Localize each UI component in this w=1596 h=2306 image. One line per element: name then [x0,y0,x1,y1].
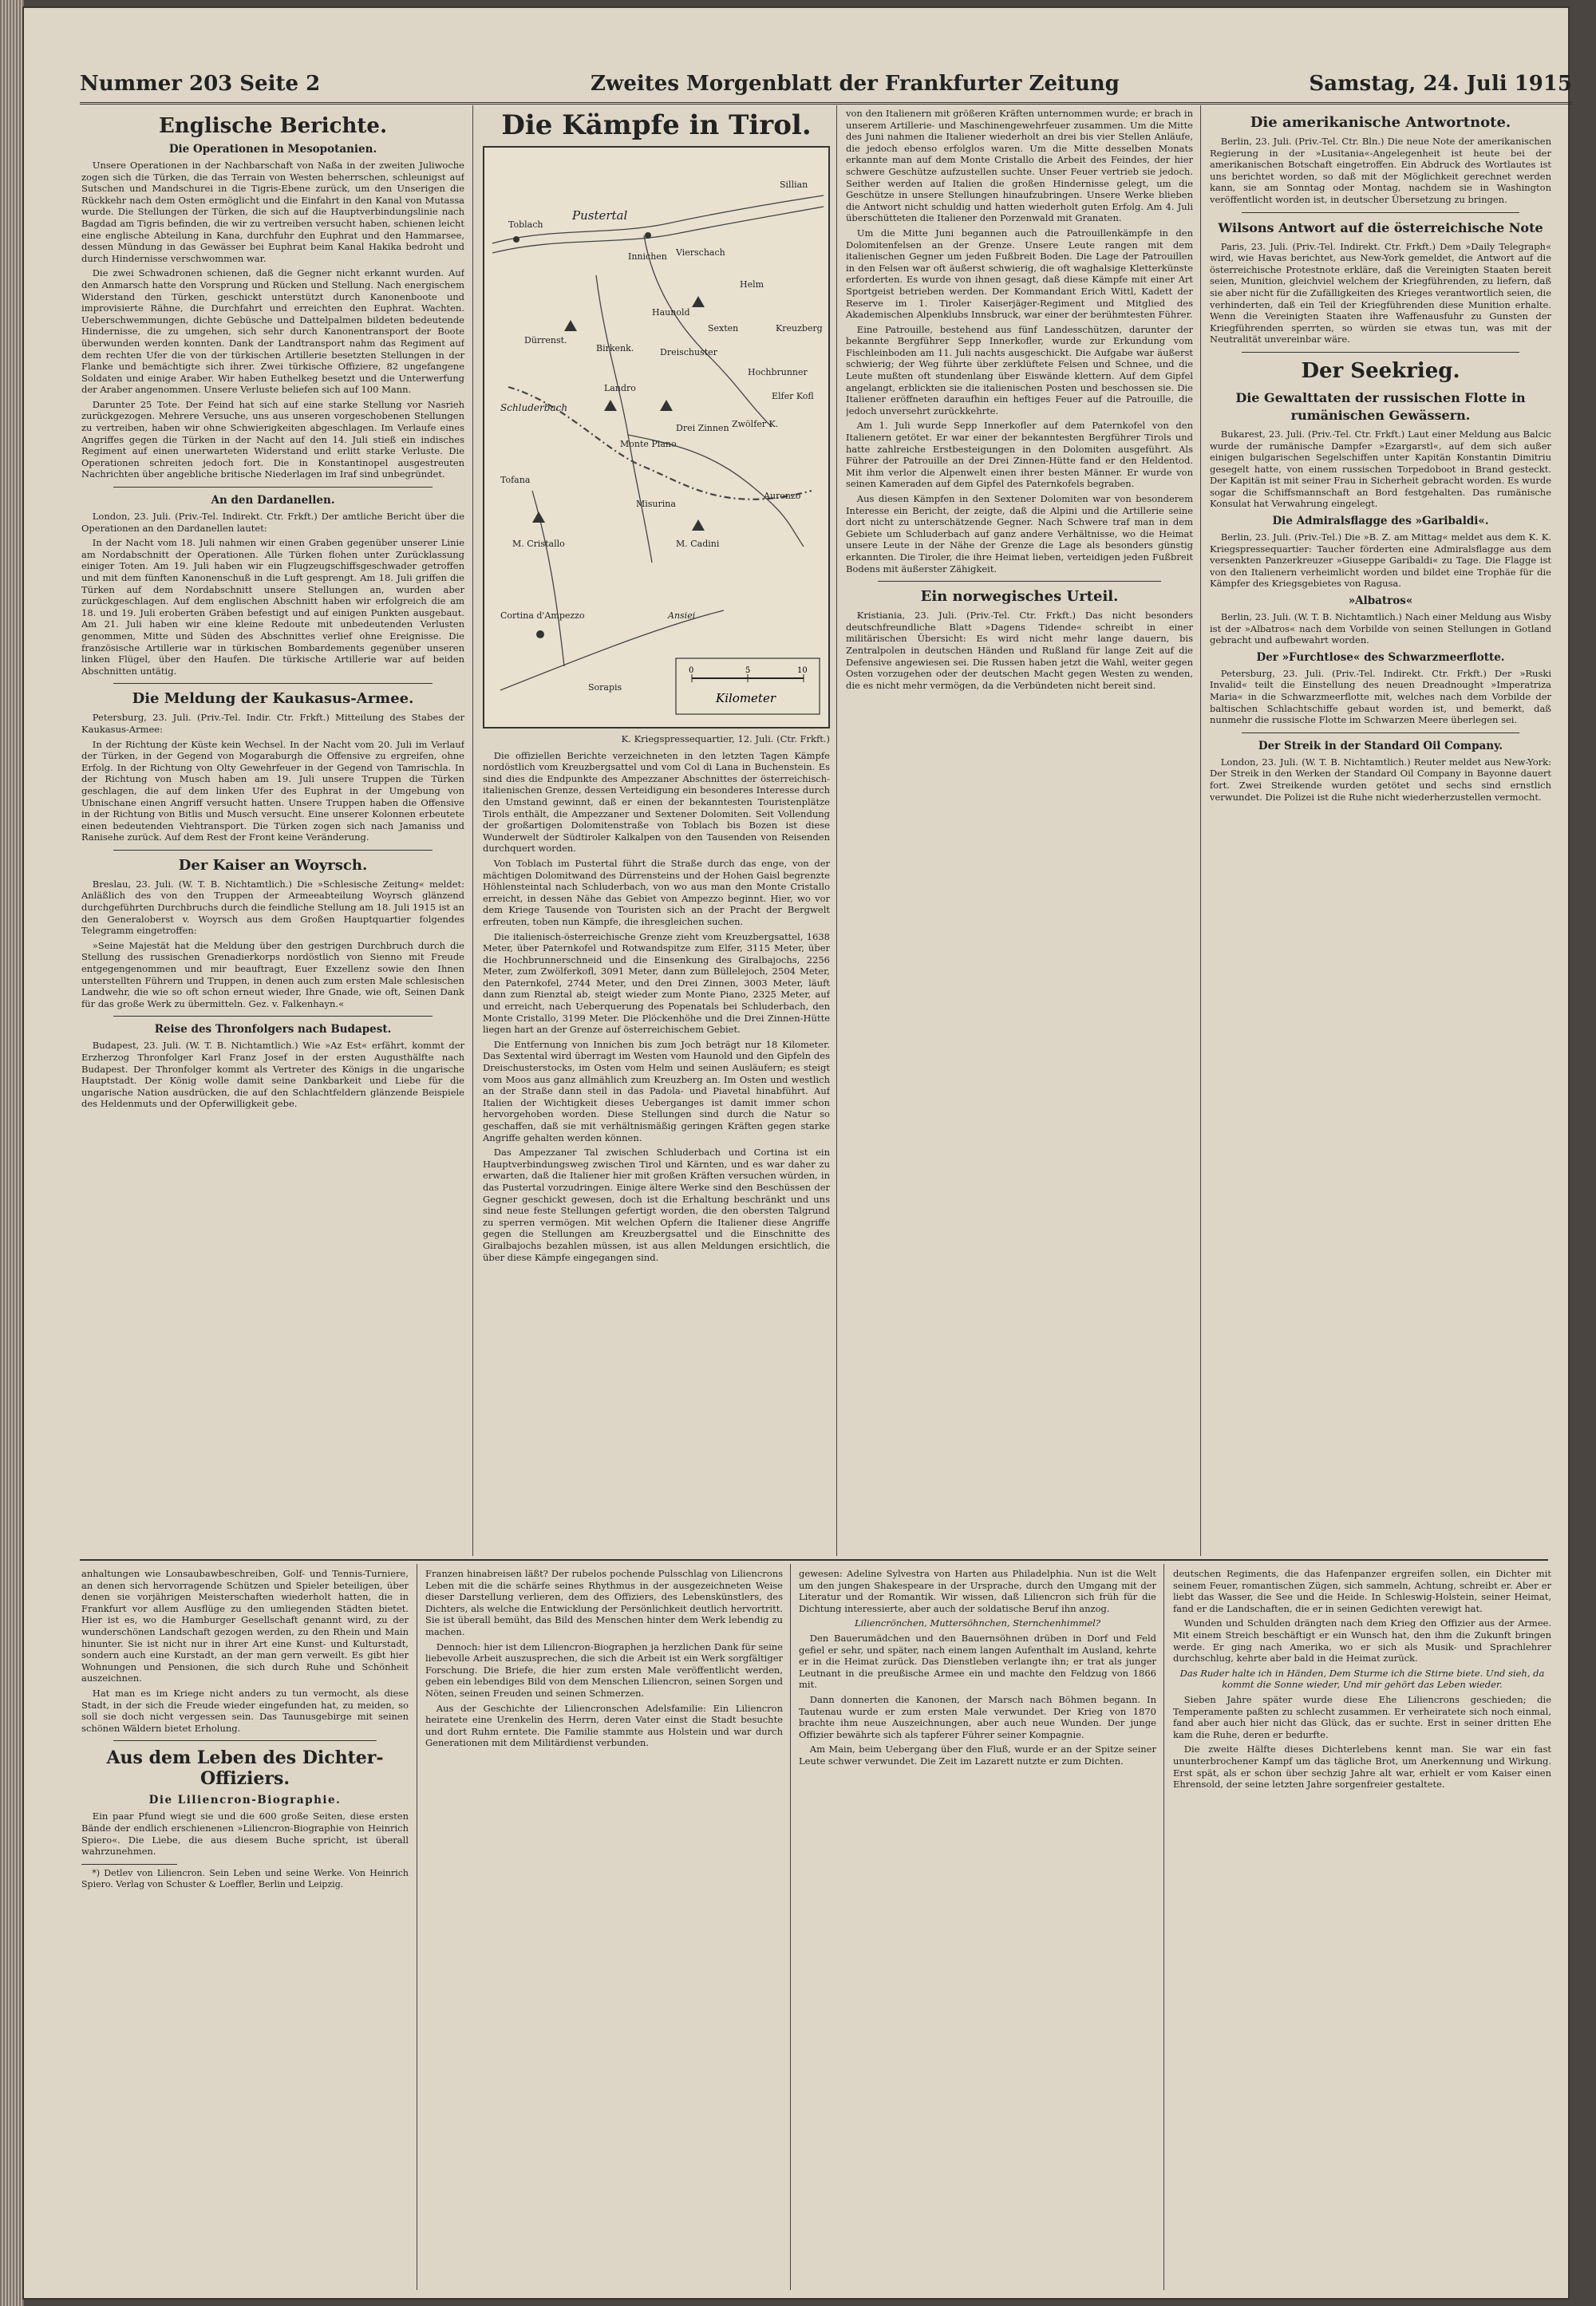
subhead-dardanelles: An den Dardanellen. [211,494,335,507]
map-label: M. Cristallo [512,539,565,549]
issue-number: Nummer 203 Seite 2 [80,72,321,96]
feuilleton-column-4 [1173,1568,1551,2286]
article-text: gewesen: Adeline Sylvestra von Harten aus Philadelphia. Nun ist die Welt um den jungen Shakespeare in der Ursprache, durch den Umgang mit der Literatur und der Romantik. Wir wissen, daß Liliencron sich früh für die Dichtung interessierte, aber auch der soldatische Beruf ihn anzog. [799,1568,1156,1614]
map-label: Ansiei [668,610,696,621]
map-label: Landro [604,383,636,393]
map-label: Elfer Kofl [772,391,814,401]
headline-naval-war: Der Seekrieg. [1301,358,1460,383]
headline-american-note: Die amerikanische Antwortnote. [1250,114,1511,131]
article-text: anhaltungen wie Lonsaubawbeschreiben, Golf- und Tennis-Turniere, an denen sich hervorragende Schützen und Spieler beteiligen, über denen sie vorjährigen Meisterschaften wiederholt hatten, die in Frankfurt vor allem Ausflüge zu den umliegenden Städten bietet. Hier ist es, wo die Hamburger Gesellschaft genannt wird, zu der wunderschönen Landschaft gezogen werden, zu den Rhein und Main hinunter. Sie ist nicht nur in ihrer Art eine Kunst- und Kulturstadt, sondern auch eine Kurstadt, an der man gern verweilt. Es gibt hier Wohnungen und Pensionen, die sich durch Ruhe und Schönheit auszeichnen. [81,1568,409,1684]
article-text: London, 23. Juli. (Priv.-Tel. Indirekt. Ctr. Frkft.) Der amtliche Bericht über die Operationen an den Dardanellen lautet: [81,511,464,534]
article-text: Berlin, 23. Juli. (Priv.-Tel. Ctr. Bln.) Die neue Note der amerikanischen Regierung in der »Lusitania«-Angelegenheit ist heute bei der amerikanischen Botschaft eingetroffen. Ein Abdruck des Wortlautes ist uns berichtet worden, so daß mit der Möglichkeit gerechnet werden kann, sie am Sonntag oder Montag, nachdem sie in Washington veröffentlicht worden ist, in deutscher Übersetzung zu bringen. [1210,136,1551,205]
map-label: Innichen [628,251,667,262]
map-label: Sillian [780,180,808,190]
article-text: Dann donnerten die Kanonen, der Marsch nach Böhmen begann. In Tautenau wurde er zum ersten Male verwundet. Der Krieg von 1870 brachte ihm neue Auszeichnungen, aber auch neue Wunden. Der junge Offizier bewährte sich als tapferer Führer seiner Kompagnie. [799,1693,1156,1740]
map-label: Hochbrunner [748,367,808,377]
poem-title: Liliencrönchen, Muttersöhnchen, Sternchenhimmel? [854,1617,1101,1629]
subhead-black-sea-fleet: Der »Furchtlose« des Schwarzmeerflotte. [1256,650,1505,664]
article-text: Wunden und Schulden drängten nach dem Krieg den Offizier aus der Armee. Mit einem Streich beschäftigt er ein Wunsch hat, den ihm die Zukunft bringen werde. Er ging nach Amerika, wo er sich als Musik- und Sprachlehrer durchschlug, kehrte aber bald in die Heimat zurück. [1173,1617,1551,1664]
section-rule [113,683,433,684]
section-rule [113,487,433,488]
map-label: Sorapis [588,682,622,693]
article-text: Hat man es im Kriege nicht anders zu tun vermocht, als diese Stadt, in der sich die Freude wieder eingefunden hat, zu meiden, so soll sie doch nicht vergessen sein. Das Taunusgebirge mit seinen schönen Wäldern bietet Erholung. [81,1687,409,1734]
map-label: Zwölfer K. [732,419,779,429]
headline-wilson-answer: Wilsons Antwort auf die österreichische Note [1218,219,1543,235]
section-rule [878,581,1161,582]
map-label: Sexten [708,323,739,334]
article-text: Von Toblach im Pustertal führt die Straße durch das enge, von der mächtigen Dolomitwand des Dürrensteins und der Hohen Gaisl begrenzte Höhlensteintal nach Schluderbach, von wo aus man den Monte Cristallo erreicht, in dessen Nähe das Gebiet von Ampezzo beginnt. Hier, wo vor dem Kriege Tausende von Touristen sich an der Pracht der Bergwelt erfreuten, toben nun Kämpfe, die ihresgleichen suchen. [483,857,830,927]
column-1 [81,108,464,1556]
headline-english-reports: Englische Berichte. [158,114,388,138]
map-label: Toblach [508,219,543,230]
article-text: »Seine Majestät hat die Meldung über den gestrigen Durchbruch durch die Stellung des russischen Grenadierkorps nordöstlich von Sienno mit Freude entgegengenommen und mir beauftragt, Euer Exzellenz sowie den Ihnen unterstellten Führern und Truppen, in denen auch zum ersten Male schlesischen Landwehr, die wie so oft schon erneut wieder, Ihre Gnade, wie oft, Seinen Dank für das große Werk zu übermitteln. Gez. v. Falkenhayn.« [81,939,464,1009]
article-text: Die zweite Hälfte dieses Dichterlebens kennt man. Sie war ein fast ununterbrochener Kampf um das tägliche Brot, um Anerkennung und Wirkung. Erst spät, als er schon über sechzig Jahre alt war, erhielt er vom Kaiser einen Ehrensold, der seine letzten Jahre sorgenfreier gestaltete. [1173,1743,1551,1791]
map-label: Haunold [652,307,690,318]
headline-tirol: Die Kämpfe in Tirol. [501,109,812,141]
map-tirol [483,146,830,729]
subhead-liliencron-biography: Die Liliencron-Biographie. [148,1794,342,1807]
section-rule [113,1016,433,1017]
map-peak [660,400,673,411]
footnote-rule [81,1864,177,1865]
article-text: Dennoch: hier ist dem Liliencron-Biographen ja herzlichen Dank für seine liebevolle Arbeit auszusprechen, die sich die Arbeit ist ein Werk sorgfältiger Forschung. Die Briefe, die hier zum ersten Male veröffentlicht werden, geben ein lebendiges Bild von dem Menschen Liliencron, seinen Sorgen und Nöten, seinen Freuden und seinen Schmerzen. [425,1641,783,1699]
article-text: Petersburg, 23. Juli. (Priv.-Tel. Indirekt. Ctr. Frkft.) Der »Ruski Invalid« teilt die Einstellung des neuen Dreadnought »Imperatriza Maria« in die Schwarzmeerflotte mit, welches nach dem Vorbilde der baltischen Schlachtschiffe gebaut worden ist, und bemerkt, daß nunmehr die russische Flotte im Schwarzen Meere überlegen sei. [1210,667,1551,726]
map-label: Drei Zinnen [676,423,729,433]
book-page-stack [0,0,24,2306]
map-label: Monte Piano [620,439,677,449]
article-text: Sieben Jahre später wurde diese Ehe Liliencrons geschieden; die Temperamente paßten zu schlecht zusammen. Er verheiratete sich noch einmal, fand aber auch hier nicht das Glück, das er suchte. Erst in seiner dritten Ehe kam die Ruhe, deren er bedurfte. [1173,1693,1551,1740]
map-label: Vierschach [676,247,725,258]
feuilleton-column-1 [81,1568,409,2286]
section-rule [113,1740,377,1741]
headline-norwegian-judgment: Ein norwegisches Urteil. [920,588,1119,606]
map-pustertal-valley [492,207,824,253]
map-label: Helm [740,279,764,290]
feuilleton-divider [80,1559,1548,1561]
article-text: Die zwei Schwadronen schienen, daß die Gegner nicht erkannt wurden. Auf den Anmarsch hatte den Vorsprung und Rücken und Stellung. Nach energischem Widerstand den Türken, geschickt unterstützt durch Kanonenboote und improvisierte Rähne, die Durchfahrt und erreichten den Euphrat. Wachten. Ueberschwemmungen, dichte Gebüsche und Dattelpalmen bildeten bedeutende Hindernisse, die zu umgehen, sich sehr durch Kanonentransport der Boote überwunden werden konnten. Dank der Landtransport nahm das Regiment auf dem rechten Ufer die von der türkischen Artillerie besetzten Stellungen in der Flanke und bemächtigte sich ihrer. Zwei türkische Offiziere, 82 ungefangene Soldaten und einige Araber. Wir haben Euthelkeg besetzt und die Unterwerfung der Araber angenommen. Unsere Verluste beliefen sich auf 100 Mann. [81,267,464,396]
subhead-mesopotamia: Die Operationen in Mesopotanien. [168,143,377,156]
map-label: Tofana [500,475,531,485]
column-4 [1210,108,1551,1556]
article-text: Bukarest, 23. Juli. (Priv.-Tel. Ctr. Frkft.) Laut einer Meldung aus Balcic wurde der rumänische Dampfer »Ezargarstl«, auf dem sich außer einigen bulgarischen Segelschiffen unter Kapitän Konstantin Dimitriu gesegelt hatte, von einem russischen Torpedoboot in Brand gesteckt. Der Kapitän ist mit seiner Frau in Sicherheit gebracht worden. Es wurde sogar die Schiffsmannschaft an Bord festgehalten. Das rumänische Konsulat hat Verwahrung eingelegt. [1210,428,1551,510]
map-scale-tick-label: 5 [745,666,751,675]
article-text: Franzen hinabreisen läßt? Der rubelos pochende Pulsschlag von Liliencrons Leben mit die die schärfe seines Rhythmus in der ausgezeichneten Weise dieser Darstellung verlieren, dem des Offiziers, des Lebenskünstlers, des Dichters, als welche die Entwicklung der Persönlichkeit deutlich hervortritt. Sie ist überall bemüht, das Bild des Menschen hinter dem Werk lebendig zu machen. [425,1568,783,1637]
newspaper-title: Zweites Morgenblatt der Frankfurter Zeitung [591,72,1120,96]
article-text: von den Italienern mit größeren Kräften unternommen wurde; er brach in unserem Artillerie- und Maschinengewehrfeuer zusammen. Um die Mitte des Juni nahmen die Italiener wiederholt an drei bis vier Stellen Anläufe, die jedoch ebenso erfolglos waren. Um die Mitte desselben Monats erkannte man auf dem Monte Cristallo die Arbeit des Feindes, der hier schwere Geschütze aufzustellen suchte. Unser Feuer vertrieb sie jedoch. Seither werden auf Italien die großen Hindernisse gelegt, um die Geschütze in unsere Stellungen hinaufzubringen. Unsere Werke blieben die Antwort nicht schuldig und hatten wiederholt guten Erfolg. Am 4. Juli überschütteten die Italiener den Porzenwald mit Granaten. [846,108,1193,224]
map-drawing [484,148,828,727]
map-label: Misurina [636,499,676,509]
article-text: Darunter 25 Tote. Der Feind hat sich auf eine starke Stellung vor Nasrieh zurückgezogen. Mehrere Versuche, uns aus unseren vorgeschobenen Stellungen zu vertreiben, haben wir ohne Schwierigkeiten abgeschlagen. Im Verlaufe eines Angriffes gegen die Türken in der Nacht auf den 14. Juli stieß ein indisches Regiment auf einen unerwarteten Widerstand und erlitt starke Verluste. Die Operationen schreiten jedoch fort. Die in Konstantinopel ausgestreuten Nachrichten über angebliche britische Niederlagen im Iraf sind unbegründet. [81,398,464,480]
map-scale-label: Kilometer [716,691,776,705]
map-scale-bar [676,658,820,714]
footnote: *) Detlev von Liliencron. Sein Leben und seine Werke. Von Heinrich Spiero. Verlag von Schuster & Loeffler, Berlin und Leipzig. [81,1867,409,1890]
map-scale-tick-label: 10 [797,666,808,675]
map-label: M. Cadini [676,539,720,549]
map-peak [532,511,545,523]
map-peak [692,296,705,307]
map-peak [564,320,577,331]
article-text: Paris, 23. Juli. (Priv.-Tel. Indirekt. Ctr. Frkft.) Dem »Daily Telegraph« wird, wie Havas berichtet, aus New-York gemeldet, die Antwort auf die österreichische Protestnote erkläre, daß die Vereinigten Staaten bereit seien, Munition, gleichviel welchem der Kriegführenden, zu liefern, daß sie aber nicht für die Zufälligkeiten des Krieges verantwortlich seien, die verhinderten, daß ein Teil der Kriegführenden diese Munition erhalte. Wenn die Vereinigten Staaten ihre Waffenausfuhr zu Gunsten der Kriegführenden sperrten, so würden sie etwas tun, was mit der Neutralität unvereinbar wäre. [1210,240,1551,346]
article-text: Am Main, beim Uebergang über den Fluß, wurde er an der Spitze seiner Leute schwer verwundet. Die Zeit im Lazarett nutzte er zum Dichten. [799,1743,1156,1767]
article-text: Unsere Operationen in der Nachbarschaft von Naßa in der zweiten Juliwoche zogen sich die Türken, die das Terrain von Westen beherrschen, schleunigst auf Sutschen und Mandschurei in die Tigris-Ebene zurück, um den Unserigen die Rückkehr nach dem Osten ermöglicht und die Einfahrt in den Kanal von Mutassa wurde. Die Stellungen der Türken, die sich auf die Hauptverbindungslinie nach Bagdad am Tigris befinden, die wir zu vertreiben versucht haben, schienen leicht eine englische Abteilung in Kana, durchfuhr den Euphrat und den Hammarsee, dessen Mündung in das Gewässer bei Euphrat beim Kanal Hakika bedroht und durch Hindernisse verschwommen war. [81,160,464,264]
article-text: Breslau, 23. Juli. (W. T. B. Nichtamtlich.) Die »Schlesische Zeitung« meldet: Anläßlich des von den Truppen der Armeeabteilung Woyrsch glänzend durchgeführten Durchbruchs durch die feindliche Stellung am 18. Juli 1915 ist an den Generaloberst v. Woyrsch aus dem Großen Hauptquartier folgendes Telegramm eingetroffen: [81,878,464,937]
article-text: Um die Mitte Juni begannen auch die Patrouillenkämpfe in den Dolomitenfelsen an der Grenze. Unsere Leute rangen mit dem italienischen Gegner um jeden Fußbreit Boden. Die Lage der Patrouillen in den Felsen war oft äußerst schwierig, die oft waghalsige Kletterkünste erforderten. Es wurde von ihnen gesagt, daß diese Kämpfe mit einer Art Sportgeist betrieben werden. Der Kommandant Erich Wittl, Kadett der Reserve im 1. Tiroler Kaiserjäger-Regiment und Mitglied des Akademischen Alpenklubs Innsbruck, war einer der berühmtesten Führer. [846,227,1193,321]
feuilleton-column-2 [425,1568,783,2286]
column-rule [472,105,473,1556]
map-town [513,236,519,243]
map-peak [692,519,705,531]
column-rule [836,105,837,1556]
article-text: Die offiziellen Berichte verzeichneten in den letzten Tagen Kämpfe nordöstlich vom Kreuzbergsattel und vom Col di Lana in Buchenstein. Es sind dies die Endpunkte des Ampezzaner Abschnittes der österreichisch-italienischen Grenze, dessen Verteidigung ein besonderes Interesse durch den Umstand gewinnt, daß er einen der bekanntesten Touristenplätze Tirols enthält, die Ampezzaner und Sextener Dolomiten. Seit Vollendung der großartigen Dolomitenstraße von Toblach bis Bozen ist diese Wunderwelt der Südtiroler Kalkalpen von den Tausenden von Reisenden durchquert worden. [483,749,830,855]
column-rule [790,1564,791,2290]
subhead-standard-oil: Der Streik in der Standard Oil Company. [1258,739,1503,752]
headline-kaiser-woyrsch: Der Kaiser an Woyrsch. [178,856,368,874]
column-rule [1163,1564,1164,2290]
subhead-russian-fleet: Die Gewalttaten der russischen Flotte in rumänischen Gewässern. [1235,389,1526,423]
map-scale-tick-label: 0 [689,666,694,675]
article-text: Budapest, 23. Juli. (W. T. B. Nichtamtlich.) Wie »Az Est« erfährt, kommt der Erzherzog Thronfolger Karl Franz Josef in der ersten Augusthälfte nach Budapest. Der Thronfolger kommt als Vertreter des Königs in die ungarische Hauptstadt. Der König wolle damit seine Dankbarkeit und Liebe für die ungarische Nation ausdrücken, die auf den Schlachtfeldern glänzende Beispiele des Heldenmuts und der Opferwilligkeit gebe. [81,1040,464,1110]
map-caption: K. Kriegspressequartier, 12. Juli. (Ctr. Frkft.) [621,733,830,744]
article-text: Den Bauerumädchen und den Bauernsöhnen drüben in Dorf und Feld gefiel er sehr, und später, nach einem langen Aufenthalt im Ausland, kehrte er in die Heimat zurück. Das Dienstleben verlangte ihn; er trat als junger Leutnant in die preußische Armee ein und machte den Feldzug von 1866 mit. [799,1632,1156,1691]
article-text: Die Entfernung von Innichen bis zum Joch beträgt nur 18 Kilometer. Das Sextental wird überragt im Westen vom Haunold und den Gipfeln des Dreischusterstocks, im Osten vom Helm und seinen Ausläufern; es steigt vom Moos aus ganz allmählich zum Kreuzberg an. Im Osten und westlich an der Straße dann steil in das Padola- und Piavetal hinabführt. Auf Italien der Wichtigkeit dieses Ueberganges ist damit immer schon hervorgehoben worden. Diese Stellungen sind durch die Natur so geschaffen, daß sie mit verhältnismäßig geringen Kräften gegen starke Angriffe gehalten werden können. [483,1038,830,1143]
section-rule [1242,212,1519,213]
column-3 [846,108,1193,1556]
page-header [80,70,1572,105]
article-text: deutschen Regiments, die das Hafenpanzer ergreifen sollen, ein Dichter mit seinem Feuer, romantischen Zügen, sich sammeln, Achtung, schreibt er. Aber er liebt das Wasser, die See und die Heide. In Schleswig-Holstein, seiner Heimat, fand er die Landschaften, die er in seinen Gedichten verewigt hat. [1173,1568,1551,1614]
column-2 [483,108,830,1556]
map-town [645,232,651,239]
map-label: Cortina d'Ampezzo [500,610,585,621]
subhead-garibaldi-flag: Die Admiralsflagge des »Garibaldi«. [1272,515,1489,528]
map-town [536,630,544,638]
map-label: Pustertal [572,208,628,223]
column-rule [1200,105,1201,1556]
poem-excerpt: Das Ruder halte ich in Händen, Dem Sturme ich die Stirne biete. Und sieh, da kommt die Sonne wieder, Und mir gehört das Leben wieder. [1179,1667,1545,1691]
map-label: Dürrenst. [524,335,567,346]
section-rule [1242,732,1519,733]
article-text: Kristiania, 23. Juli. (Priv.-Tel. Ctr. Frkft.) Das nicht besonders deutschfreundliche Blatt »Dagens Tidende« schreibt in einer militärischen Übersicht: Es wird nicht mehr lange dauern, bis Zentralpolen in deutschen Händen und Rußland für lange Zeit auf die Defensive angewiesen sei. Die Russen haben jetzt die Wahl, weiter gegen Osten vorzugehen oder der deutschen Macht gegen Westen zu wenden, die es nicht mehr vermögen, da die Verbündeten nicht bereit sind. [846,610,1193,691]
article-text: Berlin, 23. Juli. (W. T. B. Nichtamtlich.) Nach einer Meldung aus Wisby ist der »Albatros« nach dem Vorbilde von seinen Stellungen in Gotland gebracht und aufbewahrt worden. [1210,611,1551,646]
headline-poet-officer: Aus dem Leben des Dichter-Offiziers. [106,1747,384,1790]
article-text: Aus der Geschichte der Liliencronschen Adelsfamilie: Ein Liliencron heiratete eine Urenkelin des Herrn, deren Vater einst die Stadt besuchte und dort Ruhm erntete. Die Familie stammte aus Holstein und war durch Generationen mit dem Militärdienst verbunden. [425,1702,783,1749]
feuilleton-column-3 [799,1568,1156,2286]
subhead-albatros: »Albatros« [1348,594,1413,608]
article-text: Das Ampezzaner Tal zwischen Schluderbach und Cortina ist ein Hauptverbindungsweg zwischen Tirol und Kärnten, und es war daher zu erwarten, daß die Italiener hier mit großen Kräften versuchen würden, in das Pustertal vorzudringen. Einige ältere Werke sind den Beschüssen der Gegner geschickt gewesen, doch ist die Erhaltung beschränkt und uns sind neue feste Stellungen gefertigt worden, die den obersten Talgrund zu sperren vermögen. Mit welchen Opfern die Italiener diese Angriffe gegen die Stellungen am Kreuzbergsattel und die Einschnitte des Giralbajochs bezahlen müssen, ist aus allen Meldungen ersichtlich, die über diese Kämpfe eingegangen sind. [483,1147,830,1263]
article-text: Petersburg, 23. Juli. (Priv.-Tel. Indir. Ctr. Frkft.) Mitteilung des Stabes der Kaukasus-Armee: [81,712,464,735]
article-text: Aus diesen Kämpfen in den Sextener Dolomiten war von besonderem Interesse ein Bericht, der zeigte, daß die Alpini und die Artillerie seine dort nicht zu unterschätzende Gegner. Nach Schwere traf man in dem Gebiete um Schluderbach auf ganz andere Verhältnisse, wo die Heimat unsere Leute in der Nähe der Grenze die Lage als besonders günstig erkannten. Die Tiroler, die ihre Heimat lieben, verteidigen jeden Fußbreit Bodens mit äußerster Zähigkeit. [846,493,1193,575]
map-label: Schluderbach [500,402,568,413]
article-text: London, 23. Juli. (W. T. B. Nichtamtlich.) Reuter meldet aus New-York: Der Streik in den Werken der Standard Oil Company in Bayonne dauert fort. Zwei Streikende wurden getötet und sechs sind ernstlich verwundet. Die Polizei ist die Ruhe nicht wiederherzustellen vermocht. [1210,756,1551,803]
article-text: Berlin, 23. Juli. (Priv.-Tel.) Die »B. Z. am Mittag« meldet aus dem K. K. Kriegspressequartier: Taucher förderten eine Admiralsflagge aus dem versenkten Panzerkreuzer »Giuseppe Garibaldi« zu Tage. Die Flagge ist von den Italienern verheimlicht worden und bildet eine Trophäe für die Kämpfer des Kriegsgebietes von Ragusa. [1210,531,1551,590]
article-text: Ein paar Pfund wiegt sie und die 600 große Seiten, diese ersten Bände der endlich erschienenen »Liliencron-Biographie von Heinrich Spiero«. Die Liebe, die aus diesem Buche spricht, ist überall wahrzunehmen. [81,1810,409,1858]
issue-date: Samstag, 24. Juli 1915 [1309,72,1572,96]
article-text: Die italienisch-österreichische Grenze zieht vom Kreuzbergsattel, 1638 Meter, über Paternkofel und Rotwandspitze zum Elfer, 3115 Meter, über die Hochbrunnerschneid und die Einsenkung des Giralbajochs, 2256 Meter, zum Zwölferkofl, 3091 Meter, dann zum Büllelejoch, 2504 Meter, den Paternkofel, 2744 Meter, und den Drei Zinnen, 3003 Meter, läuft dann zum Rienztal ab, steigt wieder zum Monte Piano, 2325 Meter, auf und erreicht, nach Ueberquerung des Popenatals bei Schluderbach, den Monte Cristallo, 3199 Meter. Die Plöckenhöhe und die Drei Zinnen-Hütte liegen hart an der Grenze auf österreichischem Gebiet. [483,930,830,1036]
article-text: In der Richtung der Küste kein Wechsel. In der Nacht vom 20. Juli im Verlauf der Türken, in der Gegend von Mogaraburgh die Offensive zu ergreifen, ohne Erfolg. In der Richtung von Olty Gewehrfeuer in der Gegend von Tamrischla. In der Richtung von Musch haben am 19. Juli unsere Truppen die Türken geschlagen, die auf dem linken Ufer des Euphrat in der Umgebung von Ubnischane einen Angriff versucht hatten. Unsere Truppen haben die Offensive in der Richtung von Bitlis und Musch versucht. Eine unserer Kolonnen erbeutete einen bedeutenden Viehtransport. Die Türken zogen sich nach Jamaniss und Ranisehe zurück. Auf dem Rest der Front keine Veränderung. [81,738,464,843]
map-peak [604,400,617,411]
section-rule [1242,352,1519,353]
map-label: Dreischuster [660,347,717,357]
map-label: Kreuzberg [776,323,823,334]
article-text: In der Nacht vom 18. Juli nahmen wir einen Graben gegenüber unserer Linie am Nordabschnitt der Operationen. Alle Türken flohen unter Zurücklassung einiger Toten. Am 19. Juli haben wir ein Flugzeugschiffsgeschwader getroffen und mit dem fünften Kanonenschuß in die Luft gesprengt. Am 18. Juli griffen die Türken auf dem Nordabschnitt unsere Stellungen an, wurden aber zurückgeschlagen. Auf dem englischen Abschnitt haben wir erfolgreich die am 18. und 19. Juli eroberten Gräben befestigt und auf einigen Punkten ausgebaut. Am 21. Juli haben wir eine kleine Redoute mit unbedeutenden Verlusten genommen, Mitte und Süden des Abschnittes verlief ohne Ereignisse. Die französische Artillerie war in türkischen Bombardements gegenüber unseren linken Flügel, über den Haufen. Die türkische Artillerie war auf beiden Abschnitten untätig. [81,537,464,677]
section-rule [113,850,433,851]
map-hoehlenstein-valley [596,275,652,563]
map-label: Birkenk. [596,343,634,353]
article-text: Am 1. Juli wurde Sepp Innerkofler auf dem Paternkofel von den Italienern getötet. Er war einer der bekanntesten Bergführer Tirols und hatte zahlreiche Erstbesteigungen in den Dolomiten ausgeführt. Als Führer der Patrouille an der Drei Zinnen-Hütte fand er den Heldentod. Mit ihm verlor die Alpenwelt einen ihrer besten Männer. Er wurde von seinen Kameraden auf dem Gipfel des Paternkofels begraben. [846,420,1193,490]
headline-caucasus-army: Die Meldung der Kaukasus-Armee. [132,690,414,708]
headline-thronfolger: Reise des Thronfolgers nach Budapest. [154,1023,392,1037]
article-text: Eine Patrouille, bestehend aus fünf Landesschützen, darunter der bekannte Bergführer Sepp Innerkofler, wurde zur Erkundung vom Fischleinboden am 11. Juli nachts ausgeschickt. Die Aufgabe war äußerst schwierig; der Weg führte über zerklüftete Felsen und Schnee, und die Leute mußten oft stundenlang über Eiswände klettern. Auf dem Gipfel angelangt, erblickten sie die italienischen Posten und beschossen sie. Die Italiener eröffneten daraufhin ein heftiges Feuer auf die Patrouille, die jedoch unversehrt zurückkehrte. [846,323,1193,417]
newspaper-page [24,8,1572,2298]
map-label: Auronzo [764,491,801,501]
